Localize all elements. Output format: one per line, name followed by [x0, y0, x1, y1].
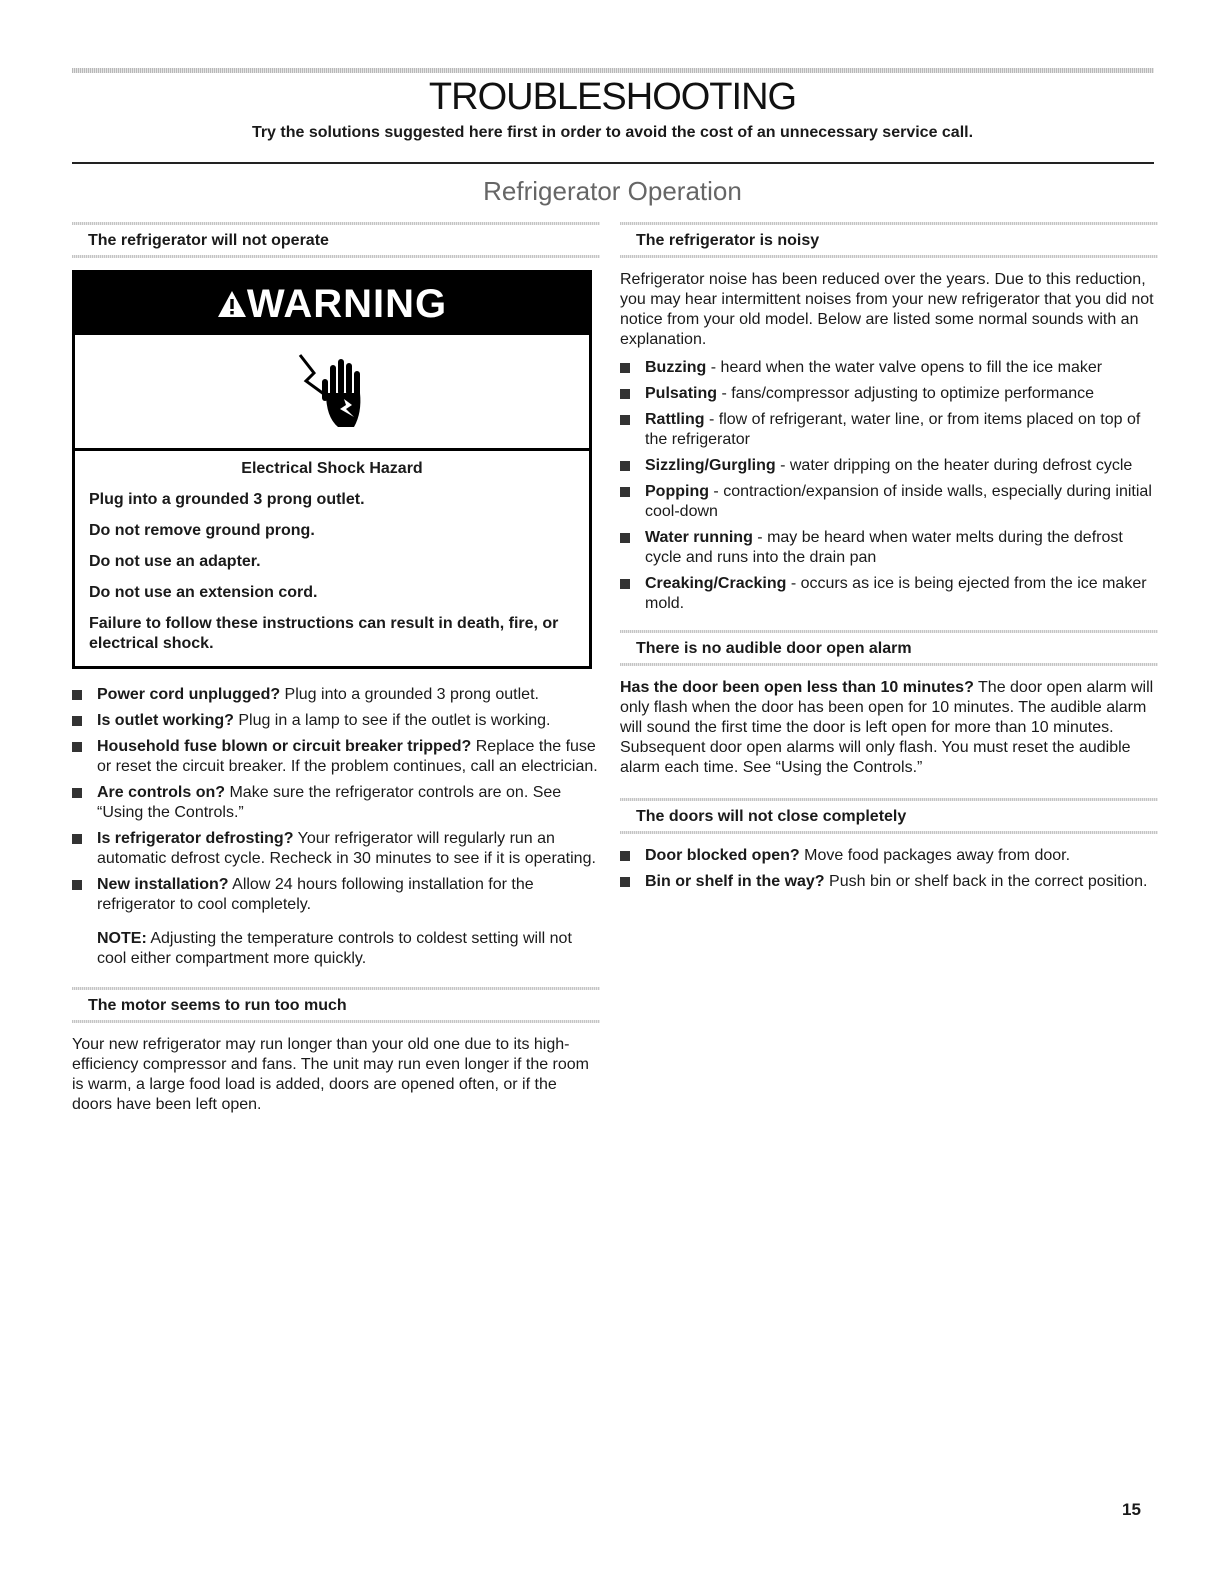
- subheading-bar: [620, 628, 1158, 668]
- list-item: Bin or shelf in the way? Push bin or shelf back in the correct position.: [620, 872, 1158, 892]
- hazard-title: Electrical Shock Hazard: [241, 460, 423, 477]
- bullet-square-icon: [620, 415, 630, 425]
- motor-paragraph: Your new refrigerator may run longer than your old one due to its high-efficiency compressor and fans. The unit may run even longer if the room is warm, a large food load is added, doors are opened often, or if the doors have been left open.: [72, 1036, 590, 1113]
- subheading-bar: [72, 220, 600, 260]
- page-title: TROUBLESHOOTING: [428, 76, 797, 118]
- warning-line: Failure to follow these instructions can result in death, fire, or electrical shock.: [89, 615, 559, 652]
- noisy-intro: Refrigerator noise has been reduced over the years. Due to this reduction, you may hear intermittent noises from your new refrigerator that you did not notice from your old model. Below are listed some normal sounds with an explanation.: [620, 271, 1154, 348]
- bullet-square-icon: [620, 461, 630, 471]
- noisy-list: [620, 358, 1158, 614]
- list-item: Sizzling/Gurgling - water dripping on the heater during defrost cycle: [620, 456, 1158, 476]
- bullet-square-icon: [620, 389, 630, 399]
- list-item: Is refrigerator defrosting? Your refrigerator will regularly run an automatic defrost cycle. Recheck in 30 minutes to see if it is operating.: [72, 829, 600, 869]
- warning-box: [72, 270, 592, 669]
- subheading-alarm: There is no audible door open alarm: [636, 640, 912, 657]
- list-item: Power cord unplugged? Plug into a grounded 3 prong outlet.: [72, 685, 600, 705]
- warning-line: Do not use an extension cord.: [89, 584, 318, 601]
- list-item: Is outlet working? Plug in a lamp to see if the outlet is working.: [72, 711, 600, 731]
- divider: [72, 162, 1154, 164]
- subheading-will-not-operate: The refrigerator will not operate: [88, 232, 329, 249]
- list-item: New installation? Allow 24 hours following installation for the refrigerator to cool completely.: [72, 875, 600, 915]
- will-not-operate-list: [72, 685, 600, 915]
- subheading-motor: The motor seems to run too much: [88, 997, 347, 1014]
- list-item: Household fuse blown or circuit breaker tripped? Replace the fuse or reset the circuit breaker. If the problem continues, call an electrician.: [72, 737, 600, 777]
- list-item: Popping - contraction/expansion of inside walls, especially during initial cool-down: [620, 482, 1158, 522]
- doors-list: [620, 846, 1158, 892]
- right-column: [620, 220, 1158, 906]
- warning-line: Plug into a grounded 3 prong outlet.: [89, 491, 365, 508]
- section-title: Refrigerator Operation: [483, 176, 742, 206]
- bullet-square-icon: [620, 851, 630, 861]
- alarm-paragraph: Has the door been open less than 10 minutes? The door open alarm will only flash when the door has been open for 10 minutes. The audible alarm will sound the first time the door is left open for more than 10 minutes. Subsequent door open alarms will only flash. You must reset the audible alarm each time. See “Using the Controls.”: [620, 679, 1154, 776]
- bullet-square-icon: [72, 690, 82, 700]
- list-item: Rattling - flow of refrigerant, water line, or from items placed on top of the refrigerator: [620, 410, 1158, 450]
- bullet-square-icon: [620, 533, 630, 543]
- list-item: Buzzing - heard when the water valve opens to fill the ice maker: [620, 358, 1158, 378]
- bullet-square-icon: [620, 579, 630, 589]
- bullet-square-icon: [620, 877, 630, 887]
- bullet-square-icon: [72, 788, 82, 798]
- top-rule: [72, 68, 1154, 73]
- subheading-noisy: The refrigerator is noisy: [636, 232, 820, 249]
- warning-triangle-icon: [217, 290, 247, 318]
- list-item: Door blocked open? Move food packages away from door.: [620, 846, 1158, 866]
- note-text: Adjusting the temperature controls to coldest setting will not cool either compartment more quickly.: [97, 930, 572, 967]
- bullet-square-icon: [72, 716, 82, 726]
- bullet-square-icon: [72, 880, 82, 890]
- list-item: Are controls on? Make sure the refrigerator controls are on. See “Using the Controls.”: [72, 783, 600, 823]
- list-item: Pulsating - fans/compressor adjusting to optimize performance: [620, 384, 1158, 404]
- bullet-square-icon: [620, 363, 630, 373]
- list-item: Water running - may be heard when water melts during the defrost cycle and runs into the drain pan: [620, 528, 1158, 568]
- warning-line: Do not remove ground prong.: [89, 522, 315, 539]
- list-item: Creaking/Cracking - occurs as ice is being ejected from the ice maker mold.: [620, 574, 1158, 614]
- bullet-square-icon: [72, 834, 82, 844]
- bullet-square-icon: [72, 742, 82, 752]
- warning-header: [75, 273, 589, 335]
- note: [72, 929, 600, 969]
- page-subtitle: Try the solutions suggested here first in order to avoid the cost of an unnecessary service call.: [251, 124, 974, 141]
- page-number: 15: [1122, 1500, 1141, 1519]
- bullet-square-icon: [620, 487, 630, 497]
- subheading-bar: [620, 220, 1158, 260]
- left-column: [72, 220, 600, 1123]
- subheading-bar: [72, 985, 600, 1025]
- subheading-doors: The doors will not close completely: [636, 808, 907, 825]
- warning-word: WARNING: [246, 281, 448, 326]
- note-label: NOTE:: [97, 930, 147, 947]
- electrical-shock-hand-icon: [292, 347, 372, 437]
- subheading-bar: [620, 796, 1158, 836]
- warning-line: Do not use an adapter.: [89, 553, 261, 570]
